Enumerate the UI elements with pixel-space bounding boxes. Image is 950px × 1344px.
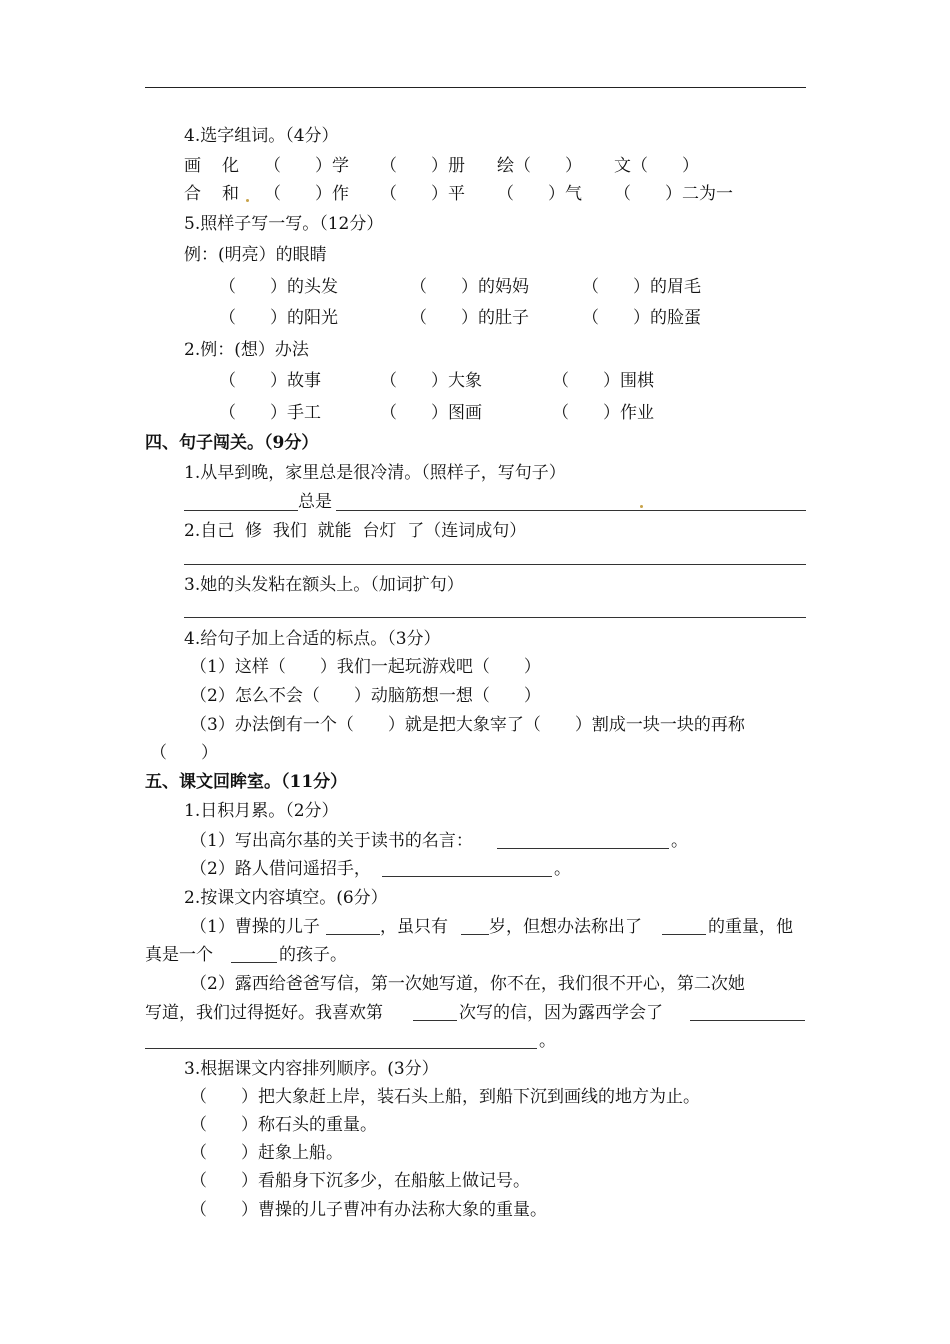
- s5-t2-1-blank4[interactable]: [231, 962, 277, 963]
- q5-item-shougong[interactable]: （ ）手工: [219, 403, 321, 423]
- q4-blank-xue[interactable]: （ ）学: [264, 156, 349, 176]
- s5-t2-2-blank2[interactable]: [690, 1020, 805, 1021]
- s5-order-5[interactable]: （ ）曹操的儿子曹冲有办法称大象的重量。: [190, 1200, 547, 1220]
- q5-item-mama[interactable]: （ ）的妈妈: [410, 277, 529, 297]
- q5-example2: 2.例：(想）办法: [184, 340, 309, 360]
- q5-item-meimao[interactable]: （ ）的眉毛: [582, 277, 701, 297]
- q5-item-daxiang[interactable]: （ ）大象: [380, 371, 482, 391]
- q5-item-duzi[interactable]: （ ）的肚子: [410, 308, 529, 328]
- q5-title: 5.照样子写一写。（12分）: [184, 214, 384, 234]
- s5-order-4[interactable]: （ ）看船身下沉多少，在船舷上做记号。: [190, 1171, 530, 1191]
- q5-example1: 例：(明亮）的眼睛: [184, 245, 327, 265]
- s4-punct-2[interactable]: （2）怎么不会（ ）动脑筋想一想（ ）: [190, 686, 541, 706]
- q4-blank-wen[interactable]: 文（ ）: [614, 156, 699, 176]
- q5-item-gushi[interactable]: （ ）故事: [219, 371, 321, 391]
- q4-blank-zuo[interactable]: （ ）作: [264, 184, 349, 204]
- mark-dot: [640, 505, 643, 508]
- s5-t1-b-period: 。: [554, 859, 571, 879]
- s4-q3: 3.她的头发粘在额头上。（加词扩句）: [184, 575, 464, 595]
- q5-item-tuhua[interactable]: （ ）图画: [380, 403, 482, 423]
- s5-t1-b-blank[interactable]: [382, 876, 552, 877]
- s5-order-3[interactable]: （ ）赶象上船。: [190, 1143, 343, 1163]
- s5-t2: 2.按课文内容填空。(6分）: [184, 888, 388, 908]
- s4-q4: 4.给句子加上合适的标点。（3分）: [184, 629, 441, 649]
- s5-t1-b: （2）路人借问遥招手，: [190, 859, 371, 879]
- q4-blank-ping[interactable]: （ ）平: [380, 184, 465, 204]
- s5-t3: 3.根据课文内容排列顺序。(3分）: [184, 1059, 439, 1079]
- s5-t2-2a: （2）露西给爸爸写信，第一次她写道，你不在，我们很不开心，第二次她: [190, 974, 745, 994]
- s5-t2-2b: 写道，我们过得挺好。我喜欢第: [145, 1003, 383, 1023]
- q4-char-hua2: 化: [222, 156, 239, 176]
- q4-blank-hui[interactable]: 绘（ ）: [497, 156, 582, 176]
- q4-blank-ce[interactable]: （ ）册: [380, 156, 465, 176]
- s4-q1-blank-b[interactable]: [336, 510, 806, 511]
- s4-punct-3-cont[interactable]: （ ）: [150, 743, 218, 763]
- s5-t2-1b: ，虽只有: [380, 917, 448, 937]
- s5-t1: 1.日积月累。（2分）: [184, 801, 339, 821]
- q5-item-liandan[interactable]: （ ）的脸蛋: [582, 308, 701, 328]
- section5-heading: 五、课文回眸室。（11分）: [145, 772, 348, 792]
- s5-t2-2-blank1[interactable]: [413, 1020, 457, 1021]
- s5-t2-1-blank3[interactable]: [662, 934, 706, 935]
- s4-q2: 2.自己 修 我们 就能 台灯 了（连词成句）: [184, 521, 527, 541]
- s5-t2-1-blank2[interactable]: [461, 934, 489, 935]
- s4-q1: 1.从早到晚，家里总是很冷清。（照样子，写句子）: [184, 463, 566, 483]
- s5-t2-2-blank3[interactable]: [145, 1048, 537, 1049]
- top-rule: [145, 87, 806, 88]
- s5-order-2[interactable]: （ ）称石头的重量。: [190, 1115, 377, 1135]
- q4-title: 4.选字组词。（4分）: [184, 126, 339, 146]
- mark-dot: [246, 199, 249, 202]
- s4-punct-3[interactable]: （3）办法倒有一个（ ）就是把大象宰了（ ）割成一块一块的再称: [190, 715, 745, 735]
- q5-item-zuoye[interactable]: （ ）作业: [552, 403, 654, 423]
- s5-t2-2-period: 。: [539, 1031, 556, 1051]
- s5-t2-1f: 的孩子。: [279, 945, 347, 965]
- s5-t2-1c: 岁，但想办法称出了: [489, 917, 642, 937]
- s4-q1-mid: 总是: [298, 492, 332, 512]
- q5-item-toufa[interactable]: （ ）的头发: [219, 277, 338, 297]
- s4-punct-1[interactable]: （1）这样（ ）我们一起玩游戏吧（ ）: [190, 657, 541, 677]
- q4-char-he1: 合: [184, 184, 201, 204]
- s5-t1-a-blank[interactable]: [497, 848, 669, 849]
- q4-blank-qi[interactable]: （ ）气: [497, 184, 582, 204]
- s4-q3-answer-line[interactable]: [184, 617, 806, 618]
- s5-t2-2c: 次写的信，因为露西学会了: [459, 1003, 663, 1023]
- s4-q2-answer-line[interactable]: [184, 564, 806, 565]
- s5-t2-1-blank1[interactable]: [326, 934, 380, 935]
- s5-t2-1a: （1）曹操的儿子: [190, 917, 320, 937]
- q5-item-yangguang[interactable]: （ ）的阳光: [219, 308, 338, 328]
- s5-t1-a-period: 。: [671, 831, 688, 851]
- s5-t2-1d: 的重量，他: [708, 917, 793, 937]
- s5-order-1[interactable]: （ ）把大象赶上岸，装石头上船，到船下沉到画线的地方为止。: [190, 1087, 700, 1107]
- section4-heading: 四、句子闯关。（9分）: [145, 433, 319, 453]
- q4-char-he2: 和: [222, 184, 239, 204]
- s5-t1-a: （1）写出高尔基的关于读书的名言：: [190, 831, 473, 851]
- s4-q1-blank-a[interactable]: [184, 510, 298, 511]
- q5-item-weiqi[interactable]: （ ）围棋: [552, 371, 654, 391]
- s5-t2-1e: 真是一个: [145, 945, 213, 965]
- q4-char-hua1: 画: [184, 156, 201, 176]
- q4-blank-erweiyi[interactable]: （ ）二为一: [614, 184, 733, 204]
